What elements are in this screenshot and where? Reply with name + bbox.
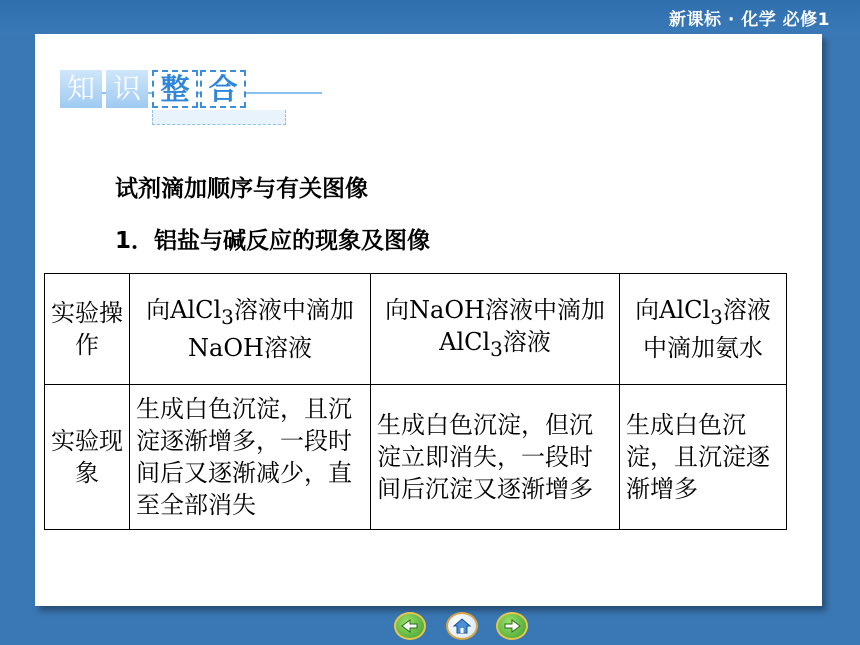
badge-char-shi: 识 [106,70,148,108]
forward-button[interactable] [496,612,528,640]
top-bar [0,0,860,34]
table-row-phenomenon [45,385,787,530]
home-icon [452,617,472,635]
badge-char-zhi: 知 [60,70,102,108]
cell-phenomenon-3: 生成白色沉淀，且沉淀逐渐增多 [620,385,787,530]
slide-panel [35,34,822,606]
col-header-alcl3-naoh: 向AlCl$_3$溶液中滴加NaOH溶液 [130,274,371,385]
badge-underline [152,110,286,125]
section-badge [60,70,322,128]
table-row-operation [45,274,787,385]
back-icon [400,617,420,635]
section-title: 试剂滴加顺序与有关图像 [115,176,368,202]
course-label: 新课标 · 化学 必修1 [668,10,830,30]
cell-phenomenon-1: 生成白色沉淀，且沉淀逐渐增多，一段时间后又逐渐减少，直至全部消失 [130,385,371,530]
home-button[interactable] [446,612,478,640]
back-button[interactable] [394,612,426,640]
badge-char-he: 合 [200,70,246,108]
forward-icon [502,617,522,635]
subsection-title: 1．铝盐与碱反应的现象及图像 [115,228,431,254]
col-header-naoh-alcl3: 向NaOH溶液中滴加AlCl$_3$溶液 [371,274,620,385]
row-header-phenomenon: 实验现象 [45,385,130,530]
row-header-operation: 实验操作 [45,274,130,385]
comparison-table [44,273,787,530]
col-header-alcl3-ammonia: 向AlCl$_3$溶液中滴加氨水 [620,274,787,385]
cell-phenomenon-2: 生成白色沉淀，但沉淀立即消失，一段时间后沉淀又逐渐增多 [371,385,620,530]
badge-char-zheng: 整 [152,70,198,108]
